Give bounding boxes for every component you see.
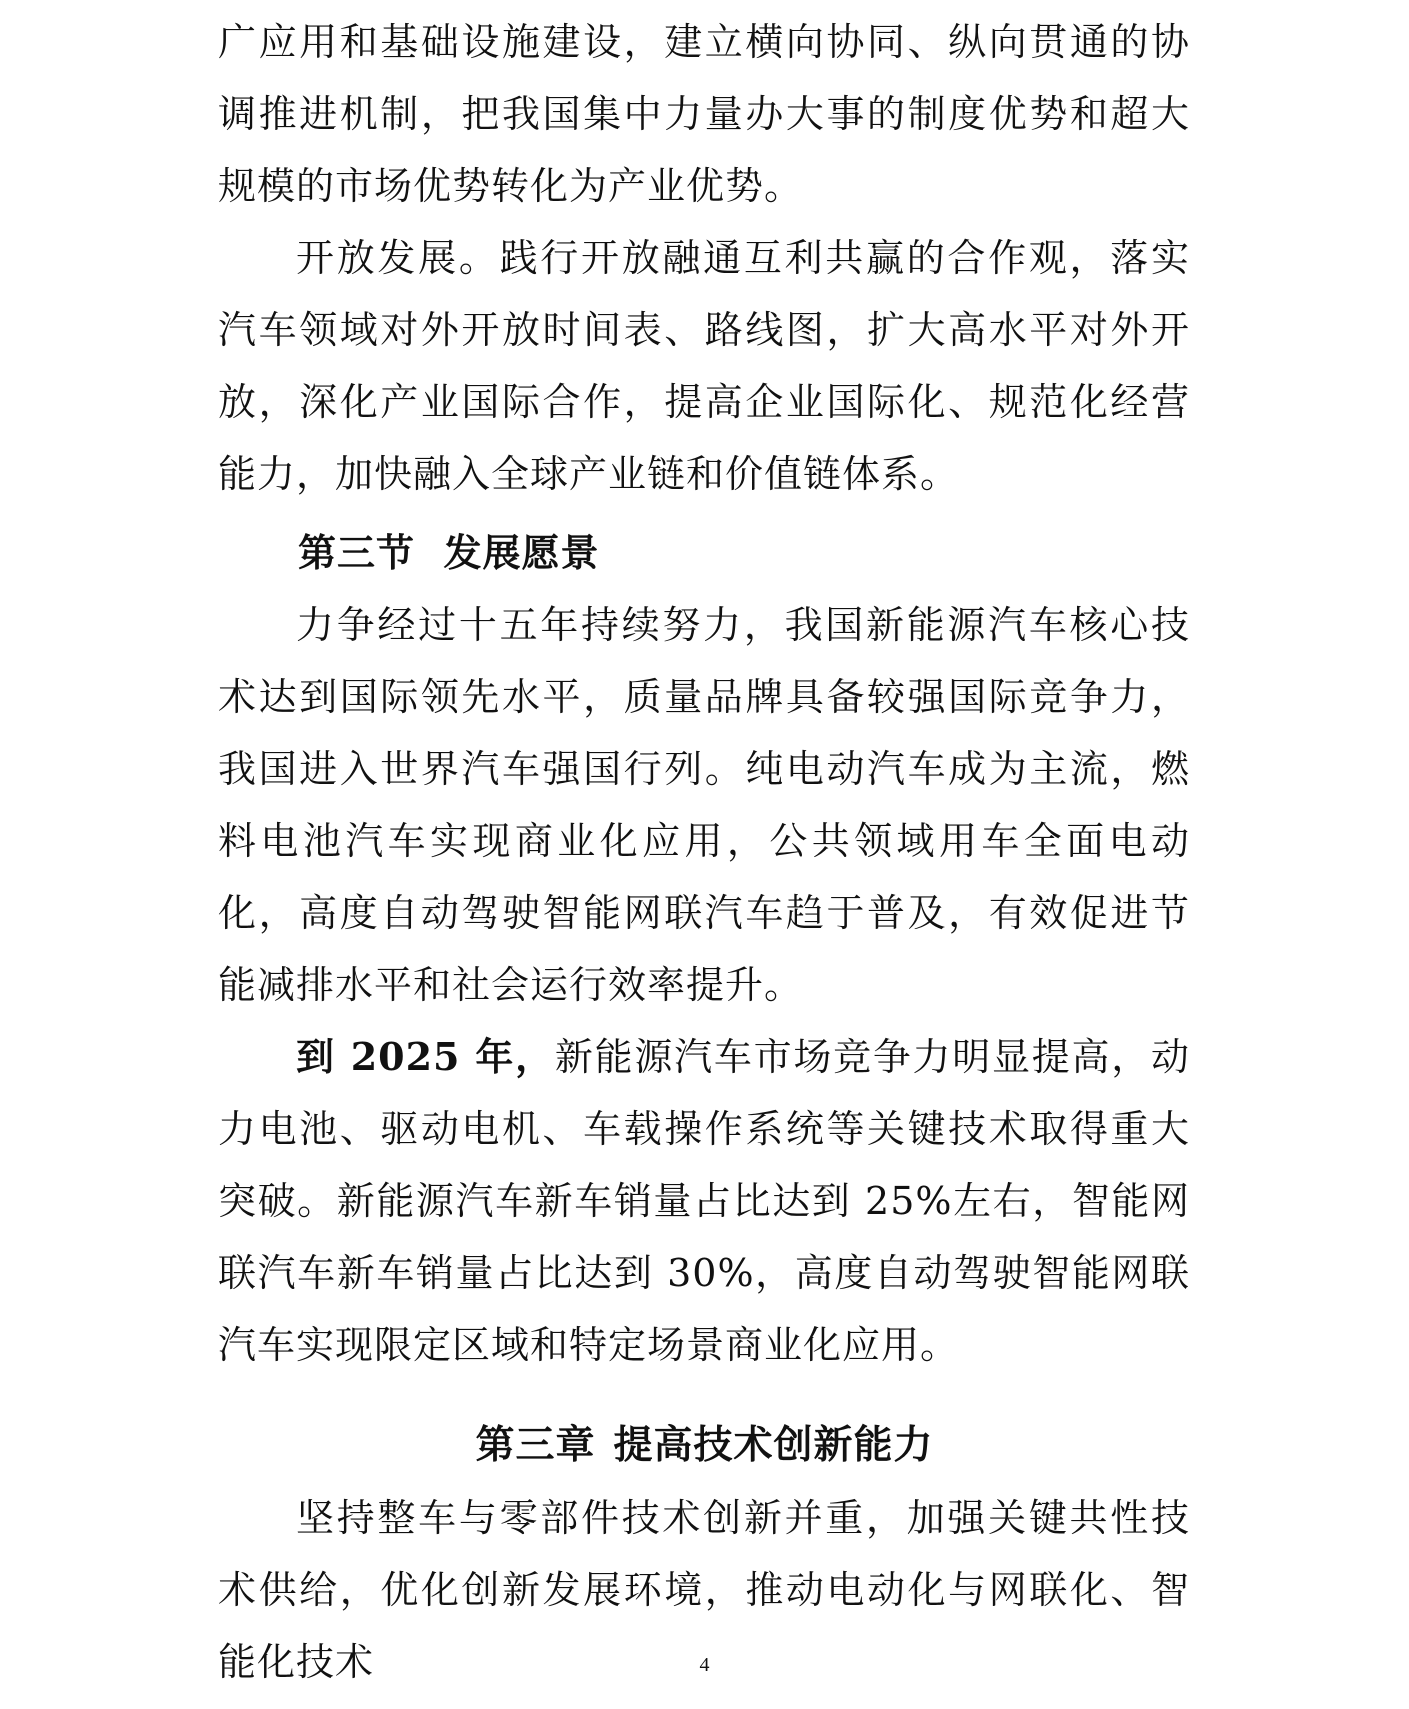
paragraph-vision xyxy=(218,589,1190,1021)
chapter-title: 提高技术创新能力 xyxy=(613,1423,934,1468)
paragraph-text: 开放发展。践行开放融通互利共赢的合作观，落实汽车领域对外开放时间表、路线图，扩大高水平对外开放，深化产业国际合作，提高企业国际化、规范化经营能力，加快融入全球产业链和价值链体系。 xyxy=(218,236,1190,496)
paragraph-text: 坚持整车与零部件技术创新并重，加强关键共性技术供给，优化创新发展环境，推动电动化与网联化、智能化技术 xyxy=(218,1496,1190,1684)
section-title: 发展愿景 xyxy=(443,531,600,575)
chapter-number: 第三章 xyxy=(475,1423,596,1468)
section-heading xyxy=(298,517,600,589)
paragraph-text: 力争经过十五年持续努力，我国新能源汽车核心技术达到国际领先水平，质量品牌具备较强国际竞争力，我国进入世界汽车强国行列。纯电动汽车成为主流，燃料电池汽车实现商业化应用，公共领域用车全面电动化，高度自动驾驶智能网联汽车趋于普及，有效促进节能减排水平和社会运行效率提升。 xyxy=(218,603,1190,1007)
chapter-heading xyxy=(0,1410,1409,1482)
section-number: 第三节 xyxy=(298,531,416,575)
paragraph-2025-goals xyxy=(218,1021,1190,1381)
paragraph-text xyxy=(218,1021,1190,1381)
paragraph-body: 新能源汽车市场竞争力明显提高，动力电池、驱动电机、车载操作系统等关键技术取得重大突破。新能源汽车新车销量占比达到 25%左右，智能网联汽车新车销量占比达到 30%，高度自动驾驶智能网联汽车实现限定区域和特定场景商业化应用。 xyxy=(218,1035,1190,1367)
paragraph-text: 广应用和基础设施建设，建立横向协同、纵向贯通的协调推进机制，把我国集中力量办大事的制度优势和超大规模的市场优势转化为产业优势。 xyxy=(218,20,1190,208)
page-number: 4 xyxy=(699,1654,710,1676)
paragraph-lead-year: 到 2025 年， xyxy=(296,1034,555,1079)
paragraph-infrastructure xyxy=(218,6,1190,222)
paragraph-open-development xyxy=(218,222,1190,510)
